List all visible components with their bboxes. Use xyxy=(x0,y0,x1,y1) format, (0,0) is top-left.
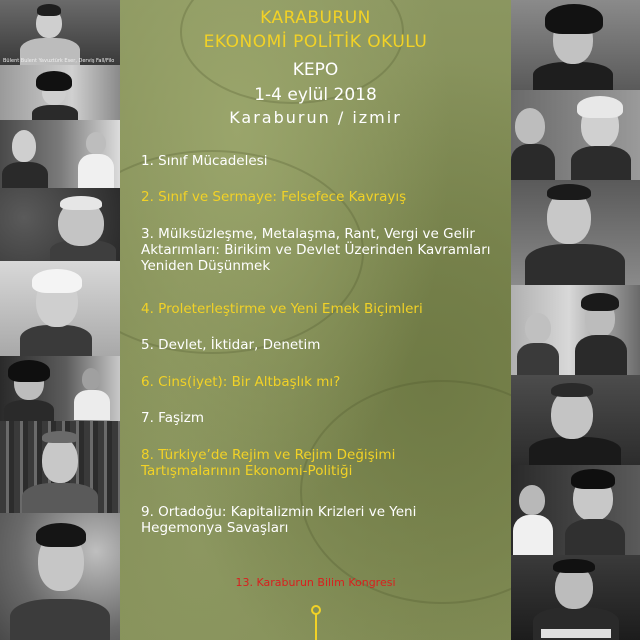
speaker-photo xyxy=(511,555,640,640)
speaker-photo xyxy=(0,356,120,421)
speaker-photo xyxy=(0,261,120,356)
speaker-photo xyxy=(0,513,120,640)
congress-footer: 13. Karaburun Bilim Kongresi xyxy=(235,576,396,589)
event-location: Karaburun / izmir xyxy=(229,108,402,127)
speaker-photo xyxy=(511,375,640,465)
topic-item: 8. Türkiye’de Rejim ve Rejim Değişimi Tartışmalarının Ekonomi-Politiği xyxy=(141,447,396,479)
speaker-photo xyxy=(0,188,120,261)
topic-item: 6. Cins(iyet): Bir Altbaşlık mı? xyxy=(141,374,341,390)
school-title-line2: EKONOMİ POLİTİK OKULU xyxy=(203,32,428,52)
speaker-photo xyxy=(511,0,640,90)
program-panel xyxy=(120,0,511,640)
kepo-logo-icon xyxy=(310,604,322,640)
speaker-photo xyxy=(0,120,120,188)
speaker-photo xyxy=(0,421,120,513)
topic-item: 9. Ortadoğu: Kapitalizmin Krizleri ve Yeni Hegemonya Savaşları xyxy=(141,504,417,536)
speaker-photo xyxy=(0,0,120,65)
topic-item: 3. Mülksüzleşme, Metalaşma, Rant, Vergi ve Gelir Aktarımları: Birikim ve Devlet Üzerinden Kavramları Yeniden Düşünmek xyxy=(141,226,491,274)
topic-item: 2. Sınıf ve Sermaye: Felsefece Kavrayış xyxy=(141,189,407,205)
speaker-photo xyxy=(0,65,120,120)
speaker-photo xyxy=(511,285,640,375)
school-title-line1: KARABURUN xyxy=(260,8,371,28)
topic-item: 4. Proleterleştirme ve Yeni Emek Biçimleri xyxy=(141,301,423,317)
speaker-photo xyxy=(511,180,640,285)
speaker-photo xyxy=(511,465,640,555)
speaker-photo xyxy=(511,90,640,180)
topic-item: 5. Devlet, İktidar, Denetim xyxy=(141,337,321,353)
photo-caption: Bülent Bulent Yavuztürk Eser, Derviş Fall/Filo xyxy=(3,58,115,64)
topic-item: 1. Sınıf Mücadelesi xyxy=(141,153,268,169)
right-photo-column xyxy=(511,0,640,640)
school-acronym: KEPO xyxy=(292,60,339,80)
left-photo-column xyxy=(0,0,120,640)
topic-item: 7. Faşizm xyxy=(141,410,204,426)
event-date: 1-4 eylül 2018 xyxy=(254,85,377,105)
